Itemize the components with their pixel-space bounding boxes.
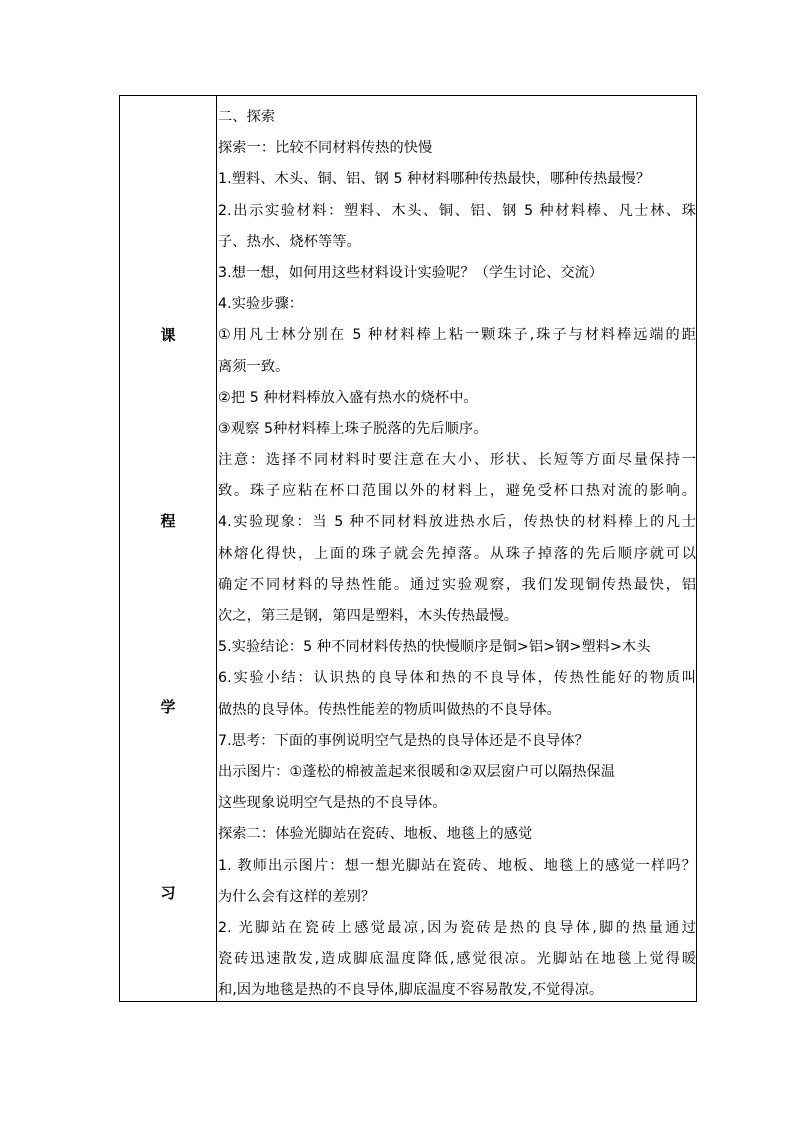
- column-divider: [216, 96, 217, 1001]
- text-line: 确定不同材料的导热性能。通过实验观察，我们发现铜传热最快，铝: [218, 576, 696, 593]
- lesson-content: [218, 102, 696, 1006]
- text-line: 2. 光脚站在瓷砖上感觉最凉,因为瓷砖是热的良导体,脚的热量通过: [218, 919, 696, 936]
- text-line: 子、热水、烧杯等等。: [218, 233, 361, 250]
- text-line: 1.塑料、木头、铜、铝、钢 5 种材料哪种传热最快，哪种传热最慢？: [218, 171, 651, 188]
- text-line: 和,因为地毯是热的不良导体,脚底温度不容易散发,不觉得凉。: [218, 982, 604, 999]
- text-line: 瓷砖迅速散发,造成脚底温度降低,感觉很凉。光脚站在地毯上觉得暖: [218, 951, 696, 968]
- text-line: 做热的良导体。传热性能差的物质叫做热的不良导体。: [218, 701, 561, 718]
- text-line: 这些现象说明空气是热的不良导体。: [218, 795, 447, 812]
- side-label-char: 习: [160, 884, 176, 902]
- text-line: 出示图片：①蓬松的棉被盖起来很暖和②双层窗户可以隔热保温: [218, 763, 616, 780]
- text-line: 注意：选择不同材料时要注意在大小、形状、长短等方面尽量保持一: [218, 452, 696, 469]
- side-label-char: 学: [160, 698, 176, 716]
- lesson-table: [119, 95, 697, 1002]
- text-line: 2.出示实验材料：塑料、木头、铜、铝、钢 5 种材料棒、凡士林、珠: [218, 202, 696, 219]
- text-line: 6.实验小结：认识热的良导体和热的不良导体，传热性能好的物质叫: [218, 670, 696, 687]
- text-line: 1. 教师出示图片：想一想光脚站在瓷砖、地板、地毯上的感觉一样吗？: [218, 857, 696, 874]
- text-line: 4.实验步骤：: [218, 296, 304, 313]
- section-label-column: [120, 96, 216, 1001]
- text-line: 4.实验现象：当 5 种不同材料放进热水后，传热快的材料棒上的凡士: [218, 514, 696, 531]
- text-line: ②把 5 种材料棒放入盛有热水的烧杯中。: [218, 389, 478, 406]
- section-heading: 二、探索: [218, 109, 276, 125]
- side-label-char: 程: [160, 512, 176, 530]
- text-line: ③观察 5种材料棒上珠子脱落的先后顺序。: [218, 420, 488, 437]
- text-line: ①用凡士林分别在 5 种材料棒上粘一颗珠子,珠子与材料棒远端的距: [218, 327, 696, 344]
- text-line: 离须一致。: [218, 358, 290, 375]
- text-line: 次之，第三是钢，第四是塑料，木头传热最慢。: [218, 608, 519, 624]
- text-line: 7.思考：下面的事例说明空气是热的良导体还是不良导体？: [218, 732, 589, 749]
- subsection-heading: 探索一：比较不同材料传热的快慢: [218, 140, 433, 157]
- text-line: 致。珠子应粘在杯口范围以外的材料上，避免受杯口热对流的影响。: [218, 483, 696, 500]
- text-line: 为什么会有这样的差别？: [218, 888, 376, 905]
- text-line: 5.实验结论：5 种不同材料传热的快慢顺序是铜>铝>钢>塑料>木头: [218, 639, 651, 656]
- subsection-heading: 探索二：体验光脚站在瓷砖、地板、地毯上的感觉: [218, 826, 533, 843]
- text-line: 3.想一想，如何用这些材料设计实验呢？（学生讨论、交流）: [218, 264, 604, 281]
- side-label-char: 课: [160, 326, 176, 344]
- text-line: 林熔化得快，上面的珠子就会先掉落。从珠子掉落的先后顺序就可以: [218, 545, 696, 562]
